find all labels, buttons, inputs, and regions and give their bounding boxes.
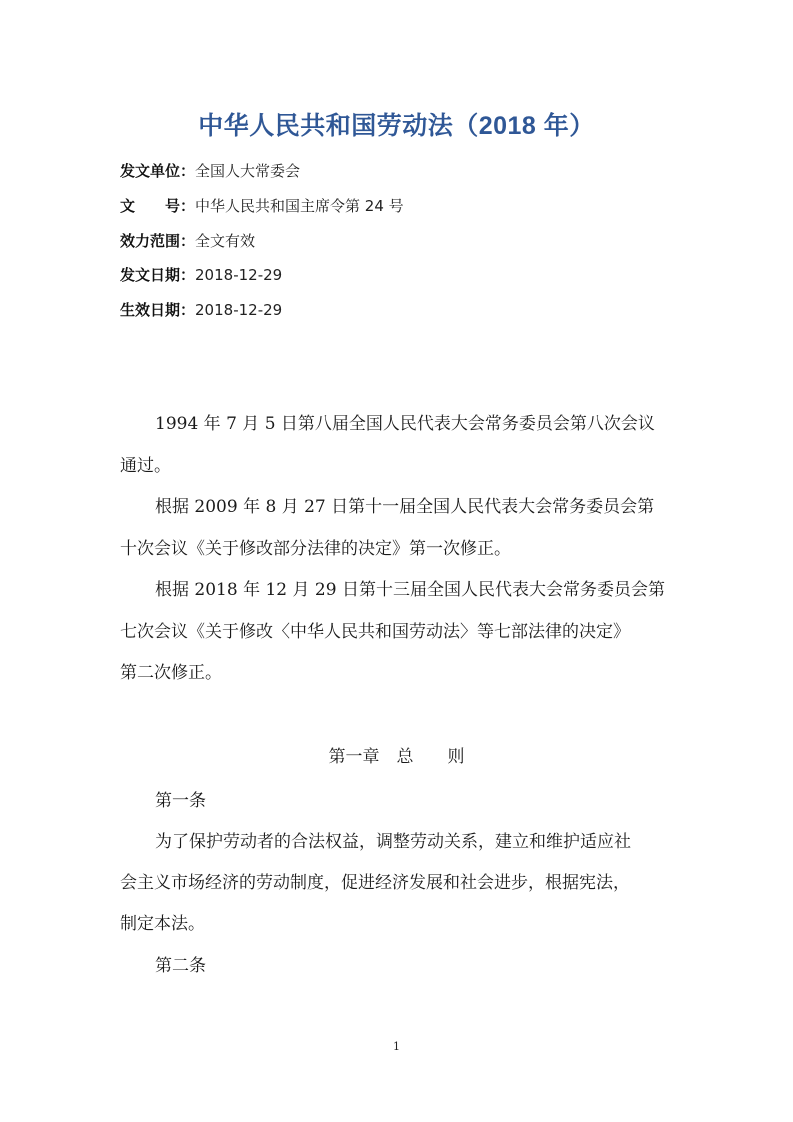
preamble-1-line-2: 通过。 (120, 456, 171, 476)
preamble-3-line-1: 根据 2018 年 12 月 29 日第十三届全国人民代表大会常务委员会第 (155, 580, 665, 600)
meta-row-issue-date (120, 265, 282, 285)
preamble-1-line-1: 1994 年 7 月 5 日第八届全国人民代表大会常务委员会第八次会议 (155, 414, 655, 434)
article-1-line-2: 会主义市场经济的劳动制度，促进经济发展和社会进步，根据宪法， (120, 873, 630, 893)
document-title: 中华人民共和国劳动法（2018 年） (198, 112, 595, 140)
preamble-3-line-3: 第二次修正。 (120, 663, 222, 683)
page-number: 1 (393, 1040, 400, 1053)
meta-row-issuer (120, 161, 300, 181)
preamble-2-line-1: 根据 2009 年 8 月 27 日第十一届全国人民代表大会常务委员会第 (155, 497, 655, 517)
chapter-heading: 第一章 总 则 (328, 747, 465, 767)
meta-label: 生效日期： (120, 301, 196, 319)
meta-row-doc-number (120, 196, 404, 216)
meta-value: 中华人民共和国主席令第 24 号 (195, 197, 404, 215)
meta-value: 2018-12-29 (195, 266, 283, 284)
preamble-3-line-2: 七次会议《关于修改〈中华人民共和国劳动法〉等七部法律的决定》 (120, 622, 630, 642)
meta-label: 发文单位： (120, 162, 196, 180)
article-2-heading: 第二条 (155, 956, 206, 976)
meta-label: 效力范围： (120, 232, 196, 250)
article-1-heading: 第一条 (155, 791, 206, 811)
preamble-2-line-2: 十次会议《关于修改部分法律的决定》第一次修正。 (120, 539, 511, 559)
meta-value: 2018-12-29 (195, 301, 283, 319)
meta-value: 全国人大常委会 (195, 162, 301, 180)
meta-row-scope (120, 231, 255, 251)
meta-label: 发文日期： (120, 266, 196, 284)
meta-row-effective-date (120, 300, 282, 320)
meta-label: 文 号： (120, 197, 196, 215)
meta-value: 全文有效 (195, 232, 256, 250)
article-1-line-3: 制定本法。 (120, 914, 205, 934)
article-1-line-1: 为了保护劳动者的合法权益，调整劳动关系，建立和维护适应社 (155, 832, 631, 852)
